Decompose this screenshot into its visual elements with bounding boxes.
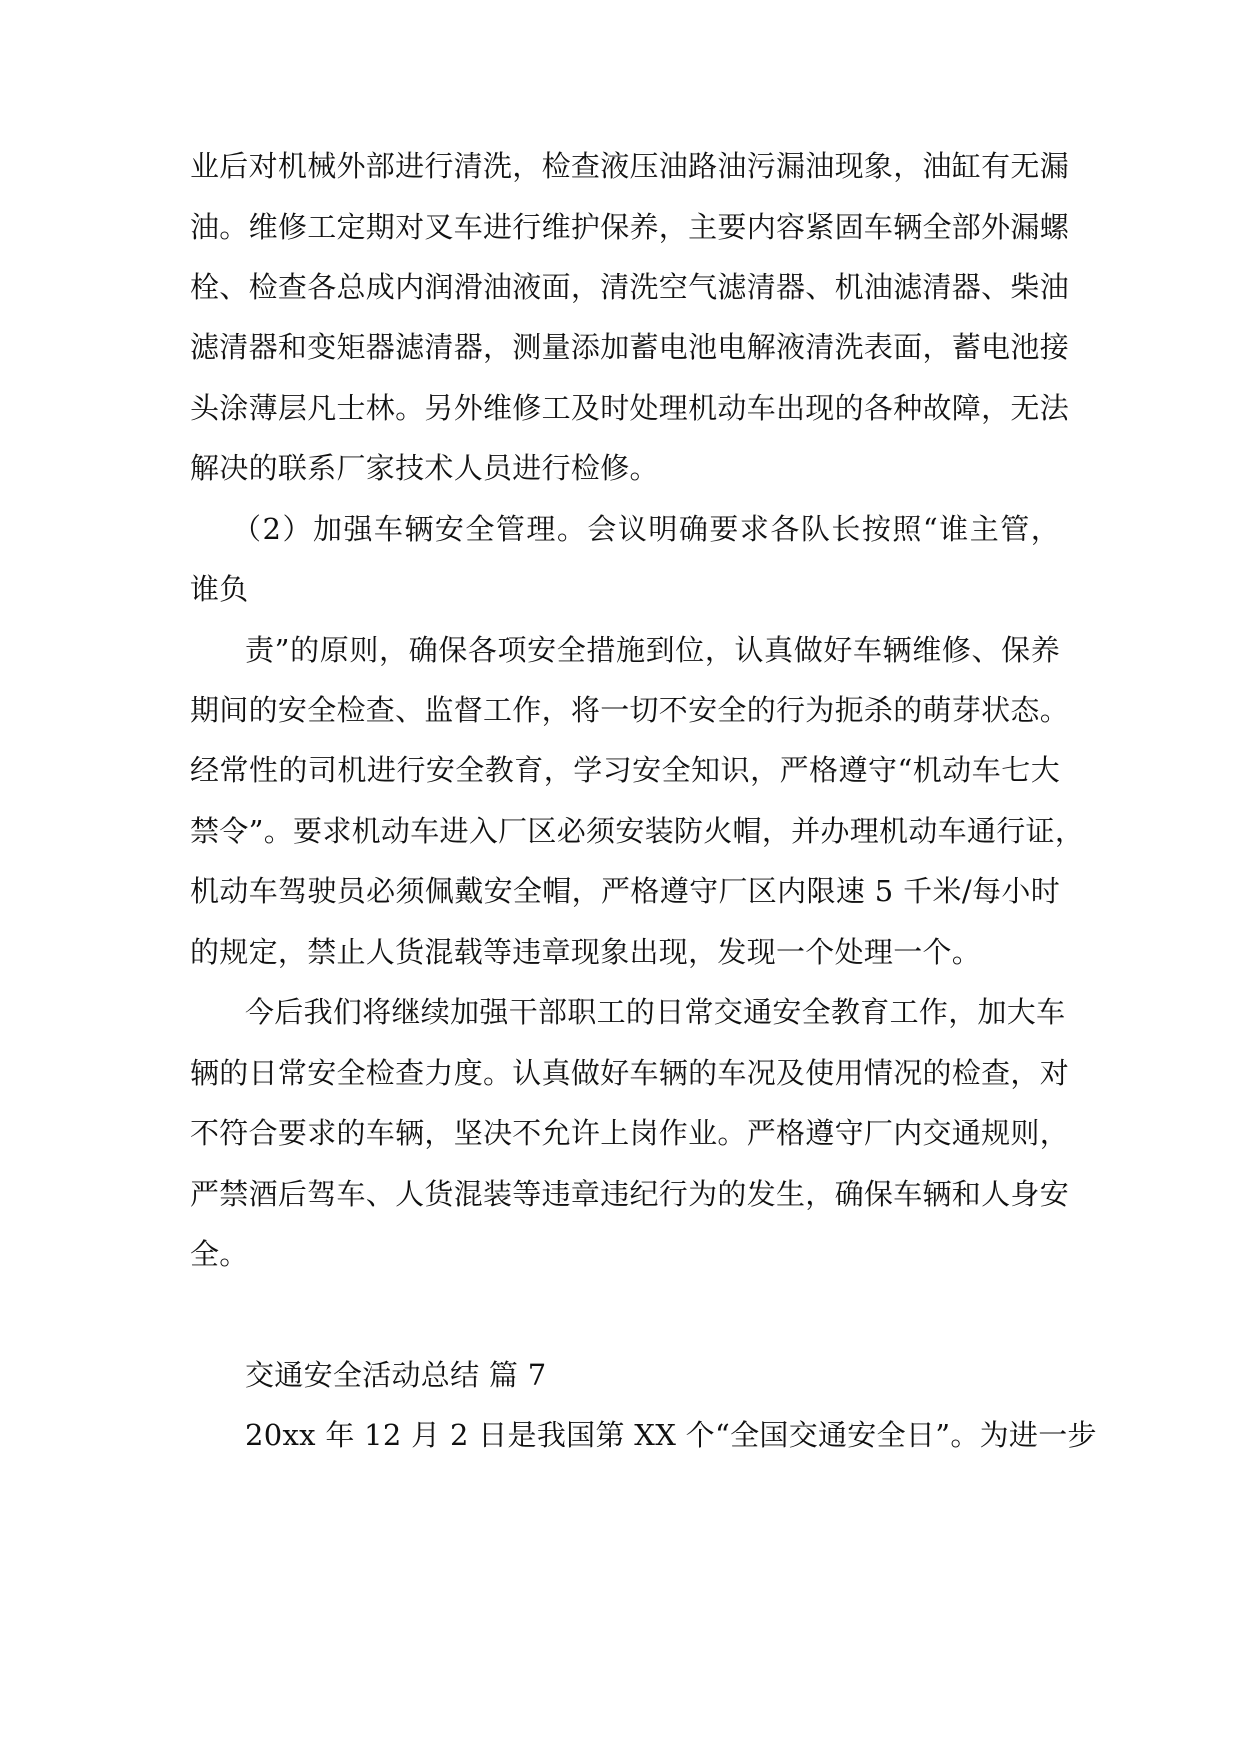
- body-text-line: 机动车驾驶员必须佩戴安全帽，严格遵守厂区内限速 5 千米/每小时: [190, 874, 1060, 908]
- body-text-line: 经常性的司机进行安全教育，学习安全知识，严格遵守“机动车七大: [190, 753, 1060, 787]
- body-text-line: 滤清器和变矩器滤清器，测量添加蓄电池电解液清洗表面，蓄电池接: [190, 330, 1070, 364]
- section-subheading-line: （2）加强车辆安全管理。会议明确要求各队长按照“谁主管，: [232, 512, 1060, 546]
- body-text-line: 谁负: [190, 572, 249, 606]
- body-text-line: 今后我们将继续加强干部职工的日常交通安全教育工作，加大车: [245, 995, 1066, 1029]
- body-text-line: 业后对机械外部进行清洗，检查液压油路油污漏油现象，油缸有无漏: [190, 149, 1070, 183]
- body-text-line: 油。维修工定期对叉车进行维护保养，主要内容紧固车辆全部外漏螺: [190, 210, 1070, 244]
- body-text-line: 解决的联系厂家技术人员进行检修。: [190, 451, 659, 485]
- body-text-line: 禁令”。要求机动车进入厂区必须安装防火帽，并办理机动车通行证，: [190, 814, 1085, 848]
- body-text-line: 严禁酒后驾车、人货混装等违章违纪行为的发生，确保车辆和人身安: [190, 1177, 1070, 1211]
- body-text-line: 栓、检查各总成内润滑油液面，清洗空气滤清器、机油滤清器、柴油: [190, 270, 1070, 304]
- body-text-line: 不符合要求的车辆，坚决不允许上岗作业。严格遵守厂内交通规则，: [190, 1116, 1070, 1150]
- body-text-line: 头涂薄层凡士林。另外维修工及时处理机动车出现的各种故障，无法: [190, 391, 1070, 425]
- section-title: 交通安全活动总结 篇 7: [245, 1358, 547, 1392]
- body-text-line: 责”的原则，确保各项安全措施到位，认真做好车辆维修、保养: [245, 633, 1060, 667]
- body-text-line: 全。: [190, 1237, 249, 1271]
- body-text-line: 期间的安全检查、监督工作，将一切不安全的行为扼杀的萌芽状态。: [190, 693, 1070, 727]
- body-text-line: 的规定，禁止人货混载等违章现象出现，发现一个处理一个。: [190, 935, 982, 969]
- body-text-line: 辆的日常安全检查力度。认真做好车辆的车况及使用情况的检查，对: [190, 1056, 1070, 1090]
- body-text-line: 20xx 年 12 月 2 日是我国第 XX 个“全国交通安全日”。为进一步: [245, 1418, 1097, 1452]
